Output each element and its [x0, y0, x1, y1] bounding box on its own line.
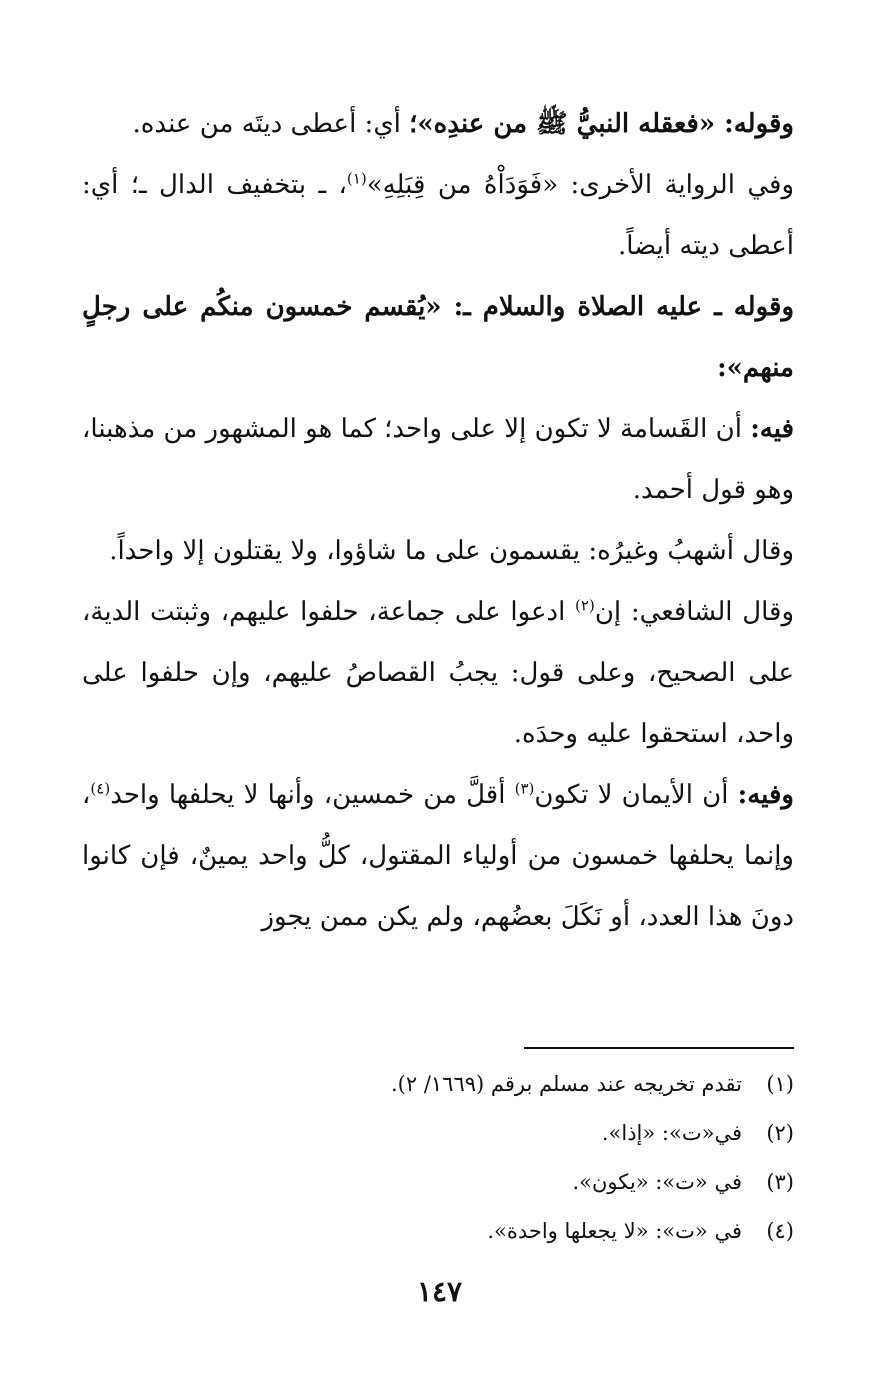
footnote-1: [82, 1060, 794, 1109]
paragraph-text: أي: أعطى ديتَه من عنده.: [132, 109, 410, 139]
footnote-3: [82, 1158, 794, 1207]
paragraph-text-cont: ادعوا على جماعة، حلفوا عليهم، وثبتت الدية، على الصحيح، وعلى قول: يجبُ القصاصُ عليهم، وإن حلفوا على واحد، استحقوا عليه وحدَه.: [82, 597, 794, 749]
paragraph-text: وقال أشهبُ وغيرُه: يقسمون على ما شاؤوا، ولا يقتلون إلا واحداً.: [109, 536, 794, 566]
footnote-ref-3: (٣): [514, 779, 535, 798]
footnote-ref-2: (٢): [575, 596, 595, 615]
main-text: [82, 94, 794, 948]
footnote-ref-4: (٤): [90, 779, 111, 798]
paragraph-6: [82, 582, 794, 765]
paragraph-3: [82, 277, 794, 399]
bold-lead: وفيه:: [737, 780, 794, 810]
footnote-text: في«ت»: «إذا».: [601, 1121, 742, 1145]
footnote-text: تقدم تخريجه عند مسلم برقم (١٦٦٩/ ٢).: [390, 1072, 742, 1096]
paragraph-text-cont2: ، وإنما يحلفها خمسون من أولياء المقتول، كلُّ واحد يمينٌ، فإن كانوا دونَ هذا العدد، أو نَكَلَ بعضُهم، ولم يكن ممن يجوز: [82, 780, 794, 932]
footnote-number: (٤): [766, 1219, 794, 1243]
footnote-divider: [524, 1047, 794, 1049]
footnote-2: [82, 1109, 794, 1158]
paragraph-5: [82, 521, 794, 582]
page-number: ١٤٧: [416, 1275, 463, 1308]
paragraph-4: [82, 399, 794, 521]
paragraph-text: أن الأيمان لا تكون: [534, 780, 738, 810]
footnote-number: (٢): [766, 1121, 794, 1145]
bold-lead: وقوله: «فعقله النبيُّ ﷺ من عندِه»؛: [409, 109, 794, 139]
footnote-text: في «ت»: «يكون».: [572, 1170, 742, 1194]
bold-lead: فيه:: [750, 414, 794, 444]
paragraph-text: وفي الرواية الأخرى: «فَوَدَاْهُ من قِبَلِهِ»: [366, 170, 794, 200]
footnote-number: (٣): [766, 1170, 794, 1194]
footnote-number: (١): [766, 1072, 794, 1096]
bold-lead: وقوله ـ عليه الصلاة والسلام ـ: «يُقسم خمسون منكُم على رجلٍ منهم»:: [82, 292, 794, 383]
footnote-text: في «ت»: «لا يجعلها واحدة».: [487, 1219, 742, 1243]
paragraph-text: أن القَسامة لا تكون إلا على واحد؛ كما هو المشهور من مذهبنا، وهو قول أحمد.: [82, 414, 794, 505]
paragraph-text-cont: أقلَّ من خمسين، وأنها لا يحلفها واحد: [110, 780, 515, 810]
footnotes: [82, 1060, 794, 1256]
paragraph-text-cont: ، ـ بتخفيف الدال ـ؛ أي: أعطى ديته أيضاً.: [82, 170, 794, 261]
paragraph-2: [82, 155, 794, 277]
paragraph-1: [82, 94, 794, 155]
paragraph-text: وقال الشافعي: إن: [594, 597, 795, 627]
footnote-ref-1: (١): [346, 169, 367, 188]
paragraph-7: [82, 765, 794, 948]
footnote-4: [82, 1207, 794, 1256]
